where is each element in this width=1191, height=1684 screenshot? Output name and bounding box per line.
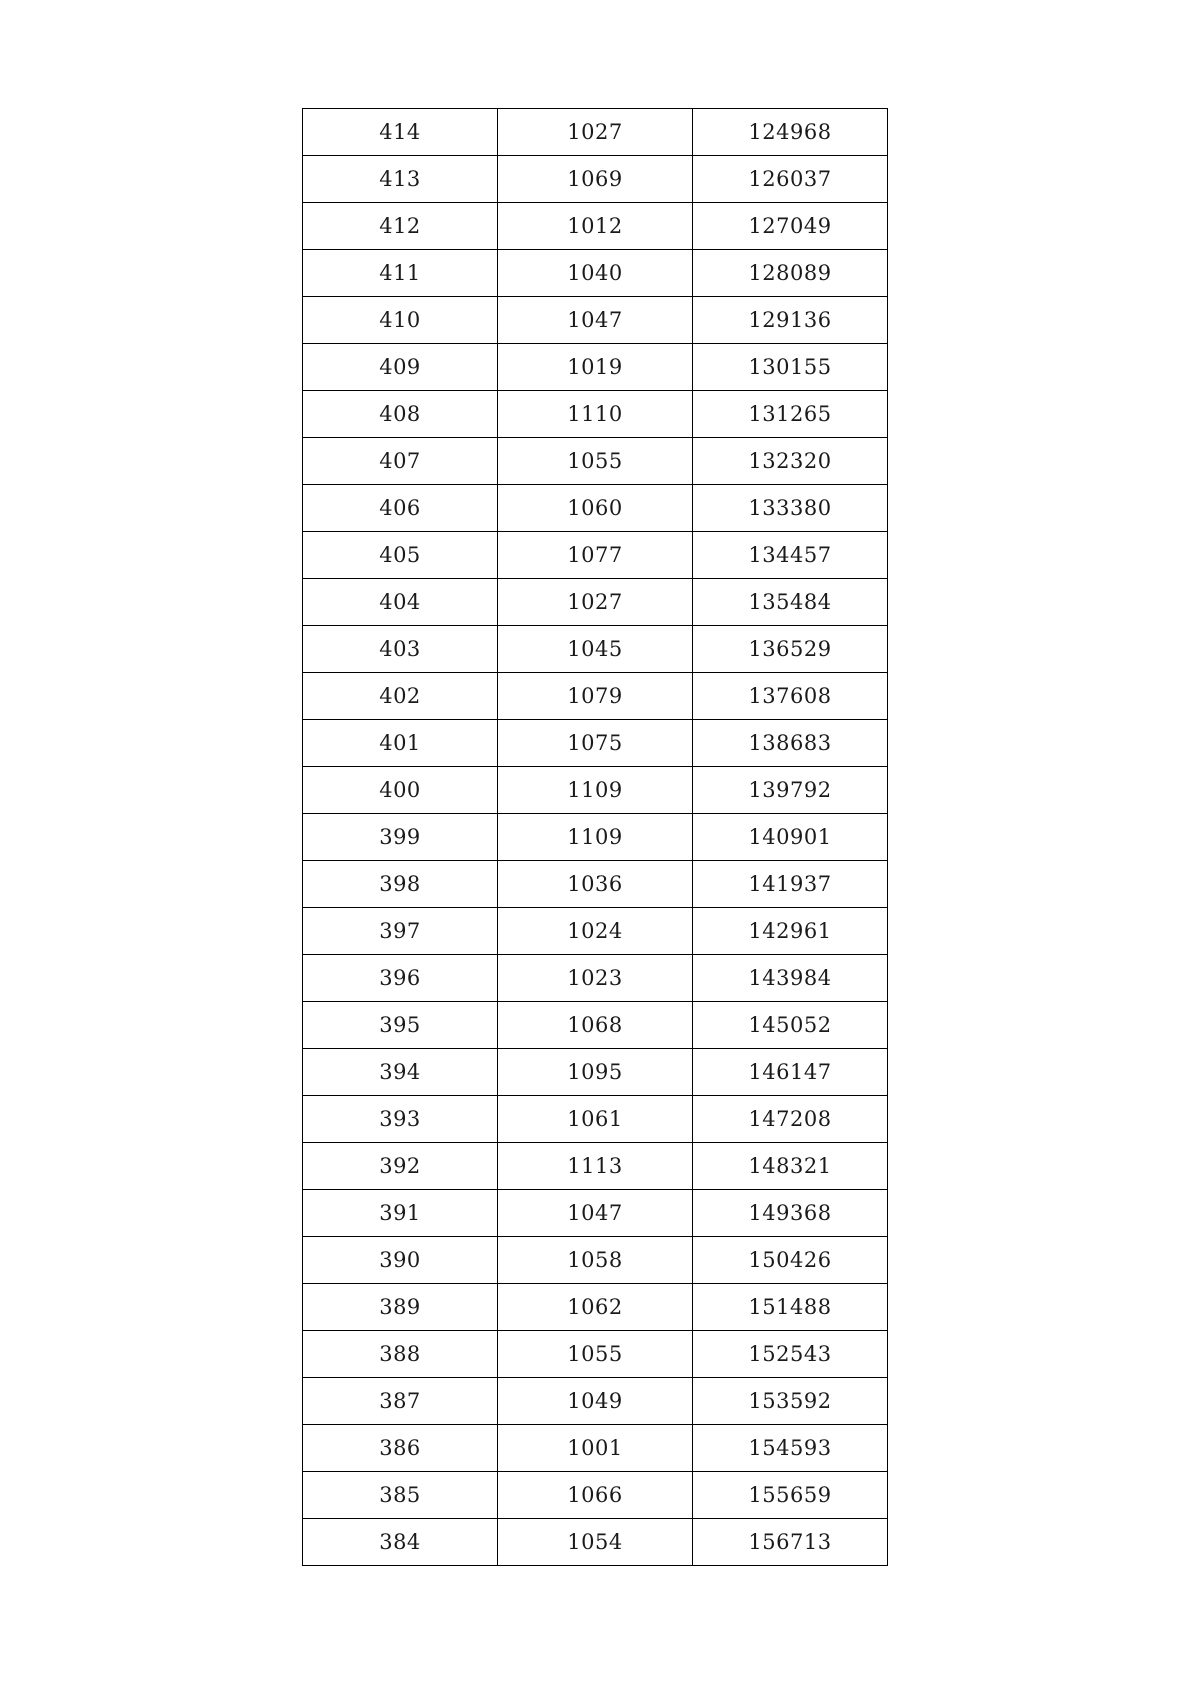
count-cell: 1055 [498, 1331, 693, 1378]
score-cell: 386 [303, 1425, 498, 1472]
score-cell: 398 [303, 861, 498, 908]
cumulative-cell: 130155 [693, 344, 888, 391]
cumulative-cell: 132320 [693, 438, 888, 485]
score-cell: 404 [303, 579, 498, 626]
score-cell: 391 [303, 1190, 498, 1237]
count-cell: 1079 [498, 673, 693, 720]
count-cell: 1062 [498, 1284, 693, 1331]
count-cell: 1069 [498, 156, 693, 203]
table-body [303, 109, 888, 1566]
cumulative-cell: 155659 [693, 1472, 888, 1519]
cumulative-cell: 126037 [693, 156, 888, 203]
cumulative-cell: 135484 [693, 579, 888, 626]
score-cell: 393 [303, 1096, 498, 1143]
score-cell: 392 [303, 1143, 498, 1190]
cumulative-cell: 137608 [693, 673, 888, 720]
count-cell: 1109 [498, 814, 693, 861]
score-cell: 409 [303, 344, 498, 391]
score-cell: 396 [303, 955, 498, 1002]
score-cell: 405 [303, 532, 498, 579]
score-cell: 406 [303, 485, 498, 532]
table-row [303, 156, 888, 203]
count-cell: 1027 [498, 579, 693, 626]
score-cell: 403 [303, 626, 498, 673]
cumulative-cell: 153592 [693, 1378, 888, 1425]
count-cell: 1077 [498, 532, 693, 579]
score-cell: 385 [303, 1472, 498, 1519]
cumulative-cell: 148321 [693, 1143, 888, 1190]
table-row [303, 109, 888, 156]
table-row [303, 250, 888, 297]
cumulative-cell: 141937 [693, 861, 888, 908]
score-cell: 397 [303, 908, 498, 955]
count-cell: 1066 [498, 1472, 693, 1519]
cumulative-cell: 152543 [693, 1331, 888, 1378]
cumulative-cell: 128089 [693, 250, 888, 297]
cumulative-cell: 139792 [693, 767, 888, 814]
table-row [303, 485, 888, 532]
score-cell: 389 [303, 1284, 498, 1331]
count-cell: 1024 [498, 908, 693, 955]
table-row [303, 344, 888, 391]
score-cell: 395 [303, 1002, 498, 1049]
table-row [303, 861, 888, 908]
count-cell: 1061 [498, 1096, 693, 1143]
table-row [303, 1143, 888, 1190]
count-cell: 1049 [498, 1378, 693, 1425]
score-cell: 400 [303, 767, 498, 814]
table-row [303, 1519, 888, 1566]
cumulative-cell: 134457 [693, 532, 888, 579]
score-cell: 407 [303, 438, 498, 485]
table-row [303, 1331, 888, 1378]
count-cell: 1055 [498, 438, 693, 485]
table-row [303, 1237, 888, 1284]
score-cell: 401 [303, 720, 498, 767]
count-cell: 1110 [498, 391, 693, 438]
cumulative-cell: 150426 [693, 1237, 888, 1284]
table-row [303, 1049, 888, 1096]
cumulative-cell: 136529 [693, 626, 888, 673]
table-row [303, 438, 888, 485]
table-row [303, 1425, 888, 1472]
count-cell: 1047 [498, 1190, 693, 1237]
table-row [303, 720, 888, 767]
score-cell: 394 [303, 1049, 498, 1096]
count-cell: 1040 [498, 250, 693, 297]
score-cell: 399 [303, 814, 498, 861]
score-cell: 402 [303, 673, 498, 720]
score-cell: 390 [303, 1237, 498, 1284]
score-cell: 384 [303, 1519, 498, 1566]
count-cell: 1001 [498, 1425, 693, 1472]
count-cell: 1068 [498, 1002, 693, 1049]
cumulative-cell: 146147 [693, 1049, 888, 1096]
cumulative-cell: 156713 [693, 1519, 888, 1566]
score-cell: 412 [303, 203, 498, 250]
count-cell: 1109 [498, 767, 693, 814]
count-cell: 1075 [498, 720, 693, 767]
cumulative-cell: 138683 [693, 720, 888, 767]
table-row [303, 673, 888, 720]
table-row [303, 767, 888, 814]
cumulative-cell: 154593 [693, 1425, 888, 1472]
cumulative-cell: 131265 [693, 391, 888, 438]
count-cell: 1036 [498, 861, 693, 908]
score-cell: 388 [303, 1331, 498, 1378]
table-row [303, 814, 888, 861]
cumulative-cell: 147208 [693, 1096, 888, 1143]
table-row [303, 203, 888, 250]
count-cell: 1058 [498, 1237, 693, 1284]
score-cell: 410 [303, 297, 498, 344]
count-cell: 1012 [498, 203, 693, 250]
cumulative-cell: 142961 [693, 908, 888, 955]
count-cell: 1019 [498, 344, 693, 391]
table-row [303, 1284, 888, 1331]
table-row [303, 532, 888, 579]
count-cell: 1023 [498, 955, 693, 1002]
table-row [303, 908, 888, 955]
table-row [303, 579, 888, 626]
cumulative-cell: 143984 [693, 955, 888, 1002]
count-cell: 1045 [498, 626, 693, 673]
cumulative-cell: 151488 [693, 1284, 888, 1331]
count-cell: 1054 [498, 1519, 693, 1566]
count-cell: 1027 [498, 109, 693, 156]
count-cell: 1095 [498, 1049, 693, 1096]
cumulative-cell: 133380 [693, 485, 888, 532]
score-distribution-table [302, 108, 888, 1566]
count-cell: 1047 [498, 297, 693, 344]
cumulative-cell: 127049 [693, 203, 888, 250]
score-cell: 408 [303, 391, 498, 438]
score-cell: 387 [303, 1378, 498, 1425]
table-row [303, 626, 888, 673]
cumulative-cell: 129136 [693, 297, 888, 344]
table-row [303, 955, 888, 1002]
table-row [303, 391, 888, 438]
table-row [303, 1190, 888, 1237]
score-cell: 411 [303, 250, 498, 297]
table-row [303, 297, 888, 344]
cumulative-cell: 124968 [693, 109, 888, 156]
cumulative-cell: 140901 [693, 814, 888, 861]
count-cell: 1060 [498, 485, 693, 532]
cumulative-cell: 149368 [693, 1190, 888, 1237]
table-row [303, 1378, 888, 1425]
score-cell: 413 [303, 156, 498, 203]
table-row [303, 1096, 888, 1143]
table-row [303, 1002, 888, 1049]
cumulative-cell: 145052 [693, 1002, 888, 1049]
table-row [303, 1472, 888, 1519]
count-cell: 1113 [498, 1143, 693, 1190]
score-cell: 414 [303, 109, 498, 156]
